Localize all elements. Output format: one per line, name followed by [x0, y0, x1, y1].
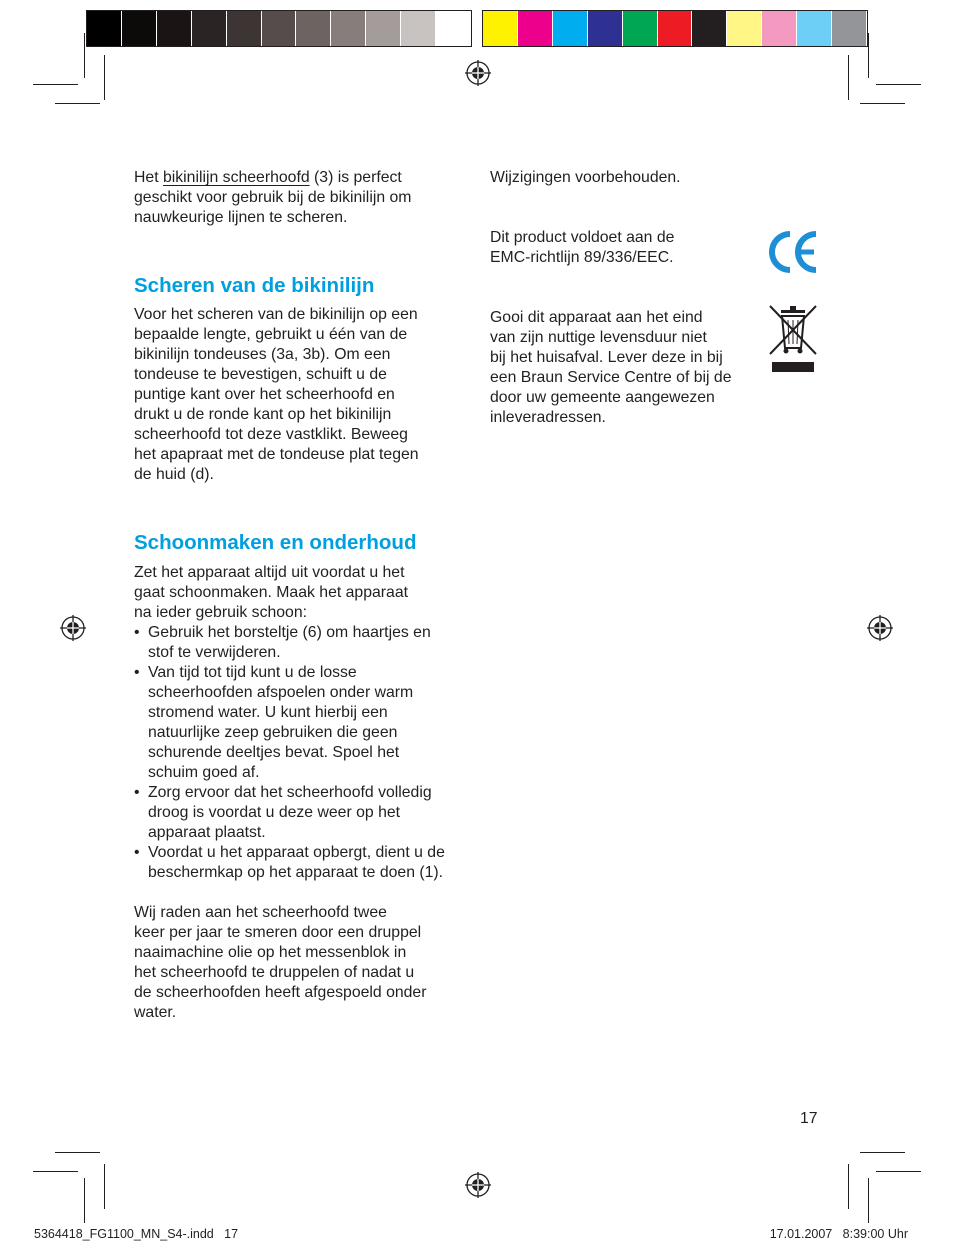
crop-mark: [55, 103, 100, 104]
crop-mark: [876, 1171, 921, 1172]
paragraph-line: na ieder gebruik schoon:: [134, 604, 308, 621]
color-swatch: [692, 11, 727, 46]
ce-mark-icon: [768, 228, 820, 276]
paragraph-line: bij het huisafval. Lever deze in bij: [490, 349, 723, 366]
bullet-item: • Gebruik het borsteltje (6) om haartjes en stof te verwijderen.: [134, 623, 450, 663]
paragraph-line: scheerhoofd tot deze vastklikt. Beweeg: [134, 426, 408, 443]
left-column: [134, 168, 464, 1023]
bullet-item: • Zorg ervoor dat het scheerhoofd volledig droog is voordat u deze weer op het apparaat plaatst.: [134, 783, 450, 843]
color-swatch: [553, 11, 588, 46]
crop-mark: [860, 103, 905, 104]
color-swatch: [87, 11, 122, 46]
color-swatch: [227, 11, 262, 46]
paragraph-line: Wij raden aan het scheerhoofd twee: [134, 904, 387, 921]
paragraph-line: puntige kant over het scheerhoofd en: [134, 386, 395, 403]
paragraph-line: inleveradressen.: [490, 409, 606, 426]
color-swatch: [436, 11, 471, 46]
color-swatch: [366, 11, 401, 46]
bikini-trimmer-head-term: bikinilijn scheerhoofd: [162, 169, 310, 186]
crop-mark: [848, 55, 849, 100]
paragraph-line: de scheerhoofden heeft afgespoeld onder: [134, 984, 427, 1001]
bikini-paragraph: [134, 305, 464, 485]
crop-mark: [33, 1171, 78, 1172]
paragraph-line: door uw gemeente aangewezen: [490, 389, 715, 406]
crop-mark: [104, 1164, 105, 1209]
paragraph-line: Zet het apparaat altijd uit voordat u het: [134, 564, 405, 581]
paragraph-line: het scheerhoofd te druppelen of nadat u: [134, 964, 415, 981]
section-heading-cleaning: Schoonmaken en onderhoud: [134, 531, 417, 554]
right-column: [490, 168, 765, 428]
paragraph-line: bikinilijn tondeuses (3a, 3b). Om een: [134, 346, 391, 363]
process-color-bar: [482, 10, 868, 47]
section-heading-bikini: Scheren van de bikinilijn: [134, 274, 375, 297]
color-swatch: [727, 11, 762, 46]
disposal-text: [490, 308, 765, 428]
intro-prefix: Het: [134, 169, 163, 186]
color-swatch: [658, 11, 693, 46]
crop-mark: [848, 1164, 849, 1209]
paragraph-line: Dit product voldoet aan de: [490, 229, 675, 246]
intro-text: (3) is perfect: [309, 169, 402, 186]
footer-file-name: 5364418_FG1100_MN_S4-.indd 17: [34, 1227, 239, 1241]
paragraph-line: EMC-richtlijn 89/336/EEC.: [490, 249, 674, 266]
registration-mark-icon: [465, 60, 491, 86]
color-swatch: [122, 11, 157, 46]
crop-mark: [876, 84, 921, 85]
intro-text: nauwkeurige lijnen te scheren.: [134, 209, 348, 226]
bullet-item: • Van tijd tot tijd kunt u de losse scheerhoofden afspoelen onder warm stromend water. U kunt hierbij een natuurlijke zeep gebruiken die geen schurende deeltjes bevat. Spoel het schuim goed af.: [134, 663, 450, 783]
paragraph-line: water.: [134, 1004, 177, 1021]
footer-timestamp: 17.01.2007 8:39:00 Uhr: [769, 1227, 908, 1241]
color-swatch: [331, 11, 366, 46]
color-swatch: [157, 11, 192, 46]
crop-mark: [868, 33, 869, 78]
paragraph-line: gaat schoonmaken. Maak het apparaat: [134, 584, 408, 601]
paragraph-line: Voor het scheren van de bikinilijn op een: [134, 306, 418, 323]
crop-mark: [33, 84, 78, 85]
crop-mark: [55, 1152, 100, 1153]
crop-mark: [868, 1178, 869, 1223]
intro-paragraph: [134, 168, 464, 228]
emc-compliance-text: [490, 228, 765, 268]
bullet-item: • Voordat u het apparaat opbergt, dient u de beschermkap op het apparaat te doen (1).: [134, 843, 450, 883]
color-swatch: [762, 11, 797, 46]
color-swatch: [296, 11, 331, 46]
crop-mark: [860, 1152, 905, 1153]
color-swatch: [518, 11, 553, 46]
intro-text: geschikt voor gebruik bij de bikinilijn om: [134, 189, 412, 206]
color-swatch: [832, 11, 867, 46]
paragraph-line: van zijn nuttige levensduur niet: [490, 329, 707, 346]
registration-mark-icon: [60, 615, 86, 641]
paragraph-line: naaimachine olie op het messenblok in: [134, 944, 407, 961]
crop-mark: [104, 55, 105, 100]
paragraph-line: het apapraat met de tondeuse plat tegen: [134, 446, 419, 463]
cleaning-intro: [134, 563, 464, 623]
color-swatch: [192, 11, 227, 46]
cleaning-bullet-list: [134, 623, 450, 883]
color-swatch: [401, 11, 436, 46]
paragraph-line: een Braun Service Centre of bij de: [490, 369, 732, 386]
crop-mark: [84, 1178, 85, 1223]
color-swatch: [262, 11, 297, 46]
registration-mark-icon: [465, 1172, 491, 1198]
lubrication-paragraph: [134, 903, 464, 1023]
page-number: 17: [800, 1110, 818, 1127]
color-swatch: [588, 11, 623, 46]
paragraph-line: drukt u de ronde kant op het bikinilijn: [134, 406, 392, 423]
crossed-out-wheelie-bin-icon: [768, 304, 818, 376]
color-swatch: [483, 11, 518, 46]
paragraph-line: tondeuse te bevestigen, schuift u de: [134, 366, 387, 383]
registration-mark-icon: [867, 615, 893, 641]
changes-note: Wijzigingen voorbehouden.: [490, 169, 681, 186]
crop-mark: [84, 33, 85, 78]
color-swatch: [797, 11, 832, 46]
paragraph-line: Gooi dit apparaat aan het eind: [490, 309, 703, 326]
paragraph-line: bepaalde lengte, gebruikt u één van de: [134, 326, 408, 343]
paragraph-line: de huid (d).: [134, 466, 214, 483]
color-swatch: [623, 11, 658, 46]
paragraph-line: keer per jaar te smeren door een druppel: [134, 924, 422, 941]
grayscale-color-bar: [86, 10, 472, 47]
